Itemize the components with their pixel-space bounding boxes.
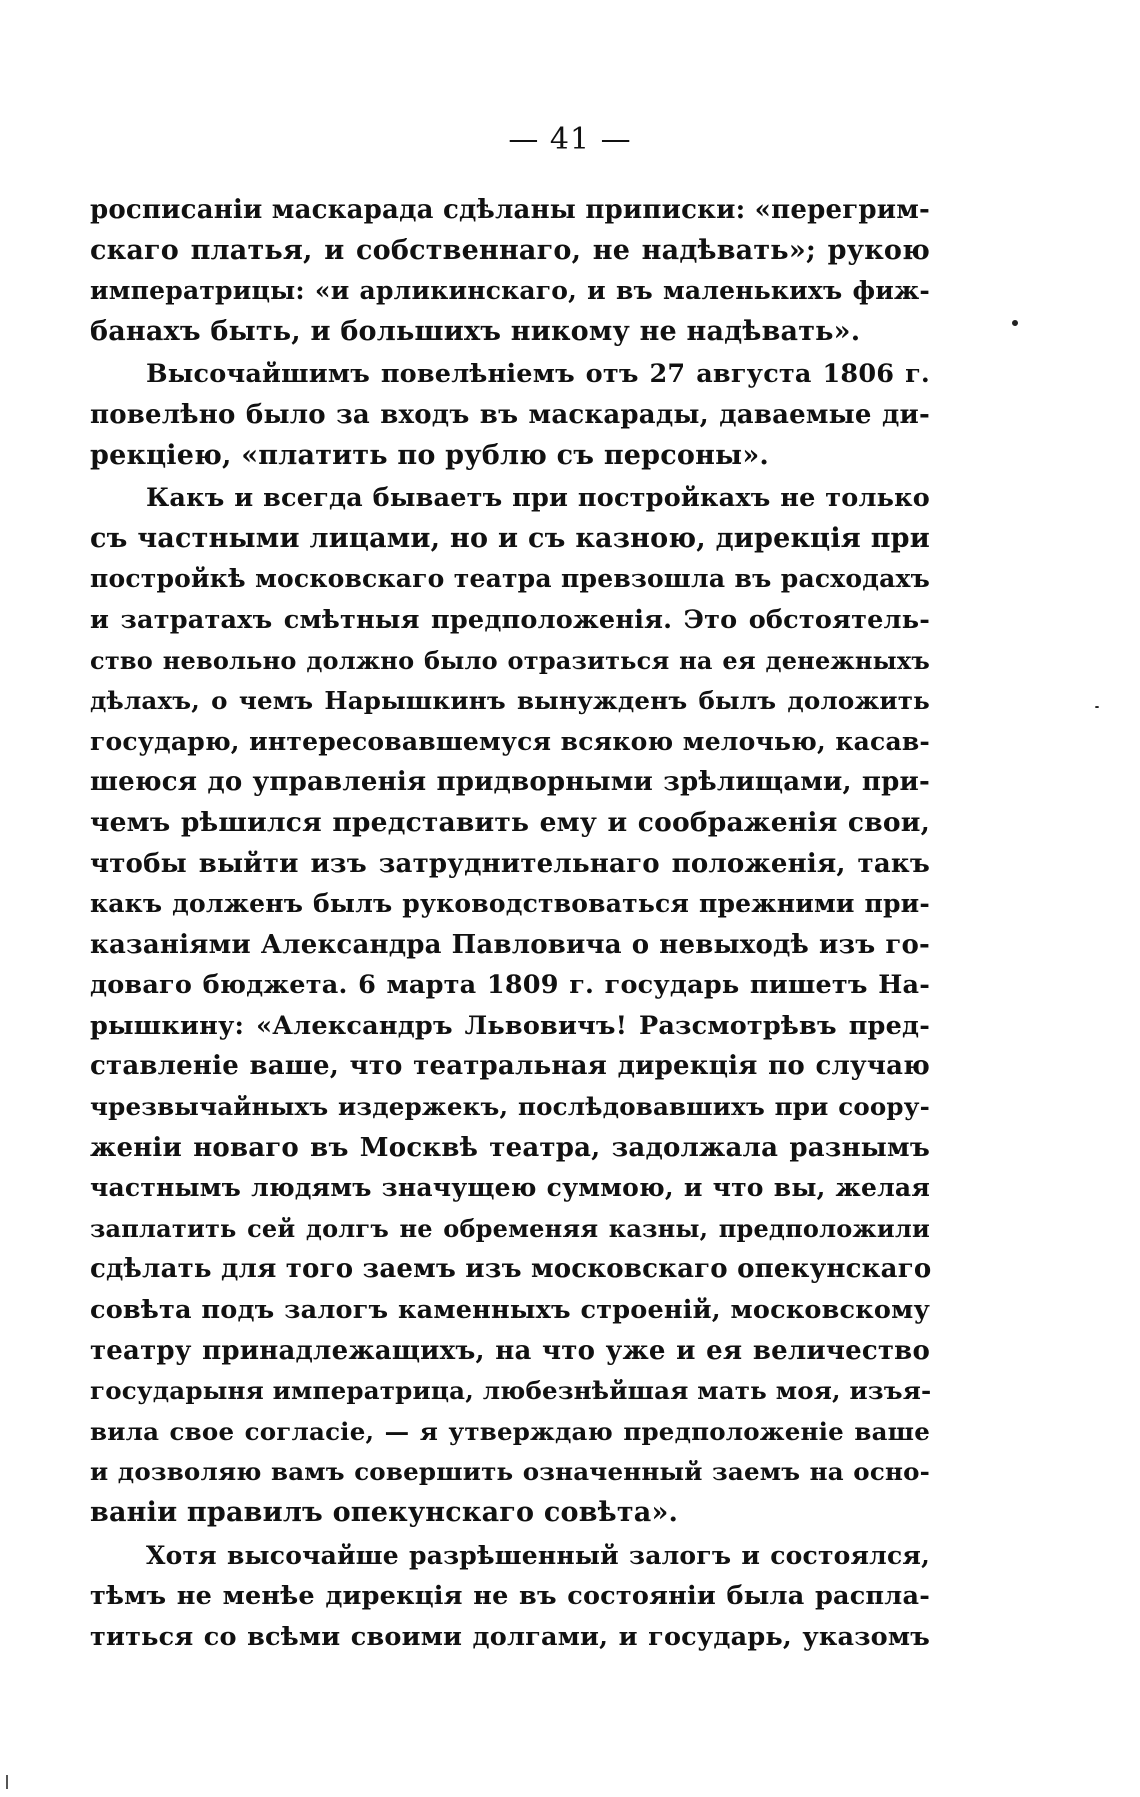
text-line: женіи новаго въ Москвѣ театра, задолжала разнымъ <box>90 1132 930 1163</box>
text-line: рекціею, «платить по рублю съ персоны». <box>90 439 769 471</box>
paragraph <box>90 190 930 352</box>
text-line: театру принадлежащихъ, на что уже и ея величество <box>90 1335 930 1366</box>
scan-speck <box>1012 320 1018 326</box>
text-line: чтобы выйти изъ затруднительнаго положенія, такъ <box>90 848 930 879</box>
text-line: вила свое согласіе, — я утверждаю предположеніе ваше <box>90 1416 930 1446</box>
text-line: Какъ и всегда бываетъ при постройкахъ не только <box>146 483 930 514</box>
text-line: шеюся до управленія придворными зрѣлищами, при- <box>90 767 930 798</box>
text-line: чемъ рѣшился представить ему и соображенія свои, <box>90 806 930 838</box>
text-line: императрицы: «и арликинскаго, и въ маленькихъ фиж- <box>90 276 930 306</box>
text-line: Хотя высочайше разрѣшенный залогъ и состоялся, <box>146 1540 930 1570</box>
text-line: банахъ быть, и большихъ никому не надѣвать». <box>90 315 861 347</box>
paragraph <box>90 1536 930 1658</box>
text-line: государыня императрица, любезнѣйшая мать моя, изъя- <box>90 1376 932 1406</box>
text-line: рышкину: «Александръ Львовичъ! Разсмотрѣвъ пред- <box>90 1010 930 1041</box>
text-line: росписаніи маскарада сдѣланы приписки: «перегрим- <box>90 195 930 225</box>
text-line: какъ долженъ былъ руководствоваться прежними при- <box>90 889 930 919</box>
text-line: и затратахъ смѣтныя предположенія. Это обстоятель- <box>90 604 930 635</box>
text-line: заплатить сей долгъ не обременяя казны, предположили <box>90 1213 930 1243</box>
text-line: ваніи правилъ опекунскаго совѣта». <box>90 1497 679 1528</box>
text-line: скаго платья, и собственнаго, не надѣвать»; рукою <box>90 234 930 266</box>
text-line: сдѣлать для того заемъ изъ московскаго опекунскаго <box>90 1254 932 1285</box>
text-line: ство невольно должно было отразиться на ея денежныхъ <box>90 645 930 675</box>
scan-edge-mark <box>6 1775 8 1789</box>
page-number: — 41 — <box>508 122 632 157</box>
text-line: Высочайшимъ повелѣніемъ отъ 27 августа 1806 г. <box>146 359 930 390</box>
text-line: съ частными лицами, но и съ казною, дирекція при <box>90 522 930 554</box>
text-line: государю, интересовавшемуся всякою мелочью, касав- <box>90 726 930 756</box>
text-line: тѣмъ не менѣе дирекція не въ состояніи была распла- <box>90 1581 930 1612</box>
text-line: казаніями Александра Павловича о невыходѣ изъ го- <box>90 929 930 960</box>
body-text <box>90 190 930 1657</box>
text-line: титься со всѣми своими долгами, и государь, указомъ <box>90 1621 930 1652</box>
text-line: чрезвычайныхъ издержекъ, послѣдовавшихъ при соору- <box>90 1092 930 1122</box>
text-line: ставленіе ваше, что театральная дирекція по случаю <box>90 1051 930 1082</box>
text-line: постройкѣ московскаго театра превзошла въ расходахъ <box>90 564 930 594</box>
text-line: совѣта подъ залогъ каменныхъ строеній, московскому <box>90 1295 930 1326</box>
text-line: частнымъ людямъ значущею суммою, и что вы, желая <box>90 1173 930 1203</box>
scan-speck <box>1095 706 1099 708</box>
text-line: дѣлахъ, о чемъ Нарышкинъ вынужденъ былъ доложить <box>90 686 930 716</box>
text-line: и дозволяю вамъ совершить означенный заемъ на осно- <box>90 1457 930 1487</box>
text-line: повелѣно было за входъ въ маскарады, даваемые ди- <box>90 399 930 430</box>
text-line: доваго бюджета. 6 марта 1809 г. государь пишетъ На- <box>90 970 930 1001</box>
paragraph <box>90 354 930 476</box>
paragraph <box>90 478 930 1533</box>
